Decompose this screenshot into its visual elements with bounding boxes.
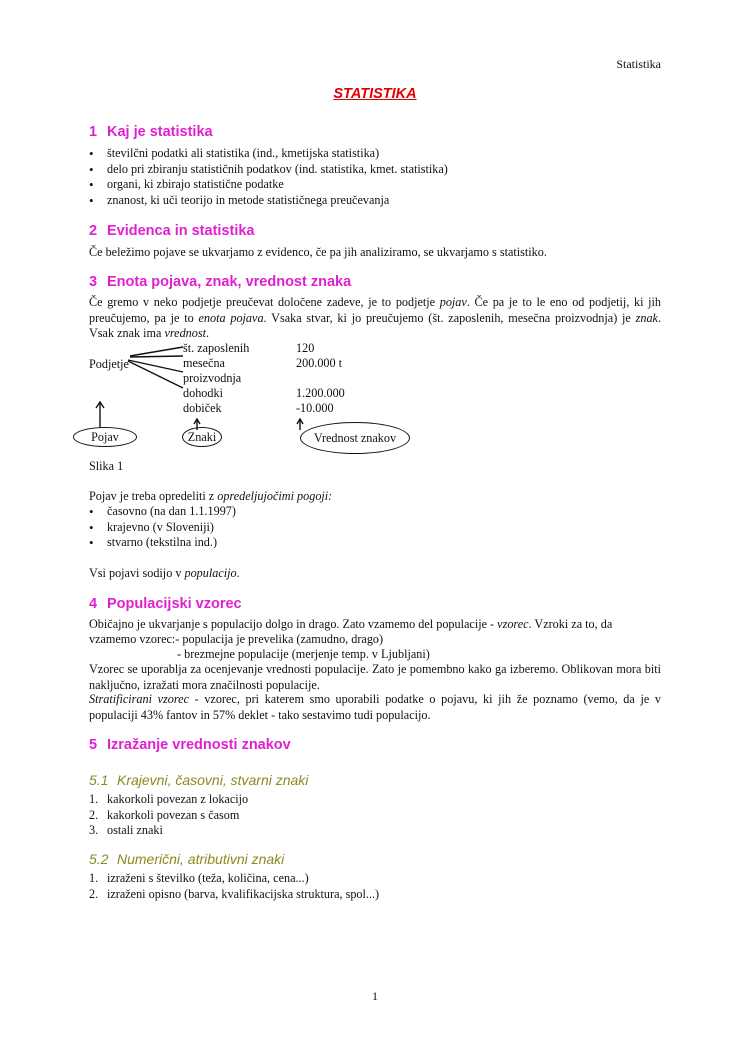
heading-number: 3 [89, 274, 98, 290]
list-item: 2. kakorkoli povezan s časom [89, 807, 240, 822]
paragraph: Če beležimo pojave se ukvarjamo z evidenco, če pa jih analiziramo, se ukvarjamo s statistiko. [89, 245, 547, 259]
paragraph: Pojav je treba opredeliti z opredeljujočimi pogoji: [89, 489, 333, 503]
heading-text: Populacijski vzorec [107, 596, 242, 612]
subheading-text: Krajevni, časovni, stvarni znaki [117, 772, 309, 788]
subheading-5-1 [89, 772, 308, 788]
list-item: 3. ostali znaki [89, 823, 163, 837]
subheading-5-2 [89, 851, 284, 867]
list-item: • organi, ki zbirajo statistične podatke [89, 177, 661, 193]
connector-line [128, 360, 183, 372]
numbered-list-5-2 [89, 871, 661, 902]
list-item: • znanost, ki uči teorijo in metode statističnega preučevanja [89, 193, 661, 209]
diagram-sign: dohodki [183, 386, 223, 400]
figure-caption: Slika 1 [89, 459, 124, 473]
paragraph-line: - brezmejne populacije (merjenje temp. v Ljubljani) [177, 647, 430, 661]
list-item: • delo pri zbiranju statističnih podatkov (ind. statistika, kmet. statistika) [89, 162, 661, 178]
diagram-lines [0, 0, 750, 460]
diagram-value: -10.000 [296, 401, 334, 415]
heading-text: Enota pojava, znak, vrednost znaka [107, 274, 352, 290]
list-item: • stvarno (tekstilna ind.) [89, 535, 661, 551]
paragraph-line: vzamemo vzorec:- populacija je prevelika (zamudno, drago) [89, 632, 384, 646]
figure-slika-1 [0, 0, 750, 473]
heading-number: 1 [89, 124, 98, 140]
diagram-sign: dobiček [183, 401, 222, 415]
diagram-sign: proizvodnja [183, 371, 242, 385]
ellipse-vrednost-znakov: Vrednost znakov [300, 422, 410, 454]
heading-number: 2 [89, 223, 98, 239]
document-title: STATISTIKA [333, 86, 417, 102]
paragraph: Vzorec se uporablja za ocenjevanje vrednosti populacije. Zato je pomembno kako ga izberemo. Oblikovan mora biti naključno, izražati mora značilnosti populacije. [89, 662, 661, 692]
list-item: 1. kakorkoli povezan z lokacijo [89, 792, 249, 806]
ellipse-pojav: Pojav [73, 427, 137, 447]
subheading-text: Numerični, atributivni znaki [117, 851, 285, 867]
connector-line [130, 356, 183, 357]
heading-text: Izražanje vrednosti znakov [107, 737, 291, 753]
heading-number: 4 [89, 596, 98, 612]
heading-text: Kaj je statistika [107, 124, 213, 140]
ellipse-znaki: Znaki [182, 427, 222, 447]
heading-number: 5 [89, 737, 98, 753]
list-item: • krajevno (v Sloveniji) [89, 520, 661, 536]
subheading-number: 5.1 [89, 772, 109, 788]
heading-text: Evidenca in statistika [107, 223, 255, 239]
bullet-list-conditions [89, 504, 661, 551]
paragraph: Če gremo v neko podjetje preučevat določene zadeve, je to podjetje pojav. Če pa je to le eno od podjetij, ki jih preučujemo, pa je to enota pojava. Vsaka stvar, ki jo preučujemo (št. zaposlenih, mesečna proizvodnja) je znak. Vsak znak ima vrednost. [89, 295, 662, 340]
numbered-list-5-1 [89, 792, 661, 839]
list-item: • številčni podatki ali statistika (ind., kmetijska statistika) [89, 146, 661, 162]
paragraph: Stratificirani vzorec - vzorec, pri katerem smo uporabili podatke o pojavu, ki jih že poznamo (vemo, da je v populaciji 43% fantov in 57% deklet - tako sestavimo tudi populacijo. [89, 692, 661, 722]
diagram-value: 1.200.000 [296, 386, 345, 400]
paragraph: Običajno je ukvarjanje s populacijo dolgo in drago. Zato vzamemo del populacije - vzorec. Vzroki za to, da [89, 617, 613, 631]
paragraph: Vsi pojavi sodijo v populacijo. [89, 566, 240, 580]
diagram-sign: št. zaposlenih [183, 341, 250, 355]
connector-line [128, 361, 183, 388]
heading-section-4 [89, 596, 242, 612]
list-item: 1. izraženi s številko (teža, količina, cena...) [89, 871, 309, 885]
diagram-value: 200.000 t [296, 356, 343, 370]
heading-section-5 [89, 737, 291, 753]
list-item: • časovno (na dan 1.1.1997) [89, 504, 661, 520]
subheading-number: 5.2 [89, 851, 109, 867]
running-header: Statistika [616, 57, 661, 71]
connector-line [130, 347, 183, 356]
diagram-root: Podjetje [89, 357, 129, 371]
diagram-sign: mesečna [183, 356, 225, 370]
diagram-value: 120 [296, 341, 315, 355]
list-item: 2. izraženi opisno (barva, kvalifikacijska struktura, spol...) [89, 886, 380, 901]
page-number: 1 [372, 989, 378, 1003]
